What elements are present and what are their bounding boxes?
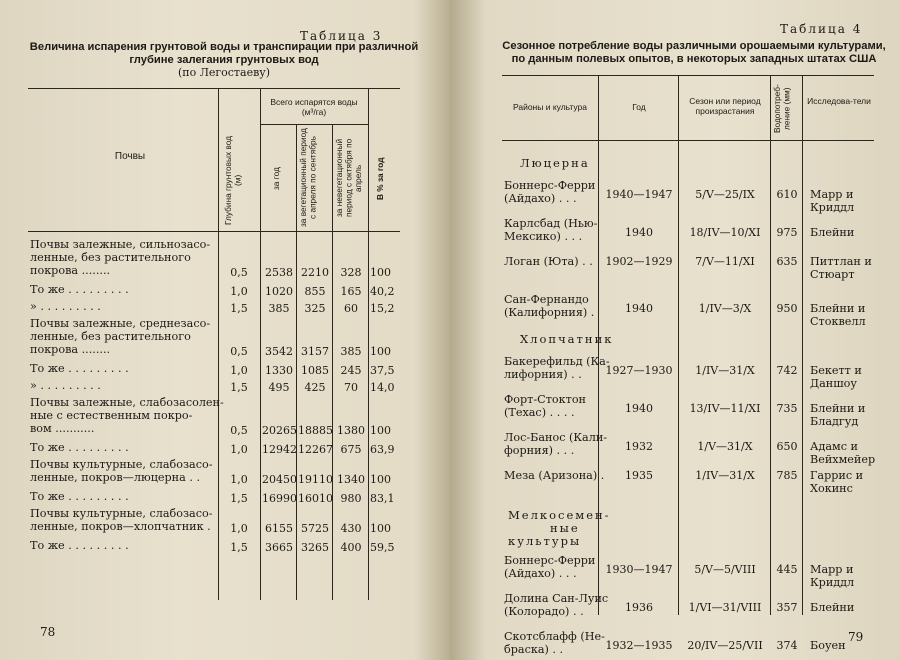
left-row-veg: 18885 <box>298 424 333 437</box>
left-row-year: 1330 <box>265 364 293 377</box>
left-row-nonveg: 675 <box>340 443 362 456</box>
right-page-number: 79 <box>848 630 864 644</box>
left-row-depth: 1,0 <box>230 285 248 298</box>
left-row-pct: 63,9 <box>370 443 395 456</box>
right-row-researchers: Боуен <box>810 639 846 652</box>
left-row-pct: 40,2 <box>370 285 395 298</box>
left-row-nonveg: 430 <box>340 522 362 535</box>
left-table-title-line1: Величина испарения грунтовой воды и транспирации при различной <box>29 41 419 53</box>
left-table-col-rule <box>296 124 297 600</box>
right-section-name: культуры <box>508 534 582 548</box>
right-row-season: 5/V—25/IX <box>695 188 755 201</box>
left-row-nonveg: 400 <box>340 541 362 554</box>
right-row-year: 1932 <box>625 440 653 453</box>
left-table-header-rule <box>28 231 400 232</box>
right-row-year: 1940 <box>625 402 653 415</box>
right-row-region-text: Меза (Аризона) . <box>504 469 605 482</box>
left-row-depth: 1,5 <box>230 302 248 315</box>
left-row-year: 1020 <box>265 285 293 298</box>
right-row-year: 1927—1930 <box>605 364 673 377</box>
left-row-veg: 325 <box>304 302 326 315</box>
right-row-year: 1940 <box>625 302 653 315</box>
right-row-water: 445 <box>776 563 798 576</box>
left-row-nonveg: 385 <box>340 345 362 358</box>
right-header-region: Районы и культура <box>512 102 588 112</box>
left-row-soil-text: Почвы культурные, слабозасо- <box>30 458 213 471</box>
right-row-researchers: Криддл <box>810 201 855 214</box>
left-header-depth: Глубина грунтовых вод (м) <box>223 135 243 225</box>
right-row-year: 1930—1947 <box>605 563 673 576</box>
right-row-region-text: (Айдахо) . . . <box>504 567 577 580</box>
left-page-number: 78 <box>40 625 56 639</box>
left-row-nonveg: 1380 <box>337 424 365 437</box>
right-row-water: 950 <box>776 302 798 315</box>
right-page <box>450 0 900 660</box>
right-row-season: 1/VI—31/VIII <box>688 601 762 614</box>
right-row-researchers: Блейни <box>810 601 855 614</box>
left-row-soil-text: ленные, покров—хлопчатник . <box>30 520 211 533</box>
right-section-name: Мелкосемен- <box>508 508 611 522</box>
left-row-veg: 5725 <box>301 522 329 535</box>
right-row-researchers: Вейхмейер <box>810 453 876 466</box>
left-row-depth: 1,5 <box>230 541 248 554</box>
left-row-soil-text: Почвы культурные, слабозасо- <box>30 507 213 520</box>
right-row-region-text: лифорния) . . <box>504 368 582 381</box>
right-row-season: 5/V—5/VIII <box>694 563 756 576</box>
left-row-soil-text: Почвы залежные, среднезасо- <box>30 317 211 330</box>
right-row-region-text: Карлсбад (Нью- <box>504 217 598 230</box>
right-table-header-rule <box>502 140 874 141</box>
right-table-col-rule <box>802 75 803 615</box>
left-row-nonveg: 245 <box>340 364 362 377</box>
right-row-region-text: Форт-Стоктон <box>504 393 587 406</box>
right-header-year: Год <box>632 102 646 112</box>
left-row-soil-text: ленные, покров—люцерна . . <box>30 471 201 484</box>
right-row-researchers: Даншоу <box>810 377 857 390</box>
left-header-veg: за вегетационный период с апреля по сентябрь <box>298 128 318 228</box>
right-row-region-text: (Техас) . . . . <box>504 406 575 419</box>
left-row-soil-text: То же . . . . . . . . . <box>30 539 129 552</box>
left-table-col-rule <box>368 88 369 600</box>
right-row-researchers: Блейни <box>810 226 855 239</box>
left-row-pct: 83,1 <box>370 492 395 505</box>
left-header-pct: В % за год <box>375 157 385 201</box>
left-row-pct: 100 <box>370 424 391 437</box>
left-row-depth: 1,5 <box>230 492 248 505</box>
left-row-soil-text: вом ........... <box>30 422 95 435</box>
right-row-water: 374 <box>776 639 798 652</box>
left-row-veg: 12267 <box>298 443 333 456</box>
left-row-pct: 100 <box>370 473 391 486</box>
right-row-researchers: Марр и <box>810 563 854 576</box>
left-row-nonveg: 70 <box>344 381 358 394</box>
right-row-region-text: Долина Сан-Луис <box>504 592 609 605</box>
left-row-veg: 1085 <box>301 364 329 377</box>
right-row-region-text: Скотсблафф (Не- <box>504 630 605 643</box>
right-row-researchers: Марр и <box>810 188 854 201</box>
right-header-season: Сезон или период произрастания <box>689 96 761 116</box>
right-row-region-text: Боннерс-Ферри <box>504 179 596 192</box>
left-header-total: Всего испарятся воды (м³/га) <box>270 97 358 117</box>
right-table-col-rule <box>770 75 771 615</box>
left-row-soil-text: ленные, без растительного <box>30 251 191 264</box>
right-section-name: Люцерна <box>520 156 590 170</box>
right-row-water: 635 <box>776 255 798 268</box>
left-row-veg: 3157 <box>301 345 329 358</box>
left-row-depth: 1,0 <box>230 473 248 486</box>
right-row-region-text: (Айдахо) . . . <box>504 192 577 205</box>
left-row-soil-text: » . . . . . . . . . <box>30 379 101 392</box>
left-row-soil-text: покрова ........ <box>30 264 111 277</box>
left-table-label: Таблица 3 <box>300 29 383 43</box>
left-row-year: 385 <box>268 302 290 315</box>
left-row-year: 20450 <box>262 473 297 486</box>
right-row-researchers: Блейни и <box>810 402 866 415</box>
right-row-researchers: Адамс и <box>810 440 859 453</box>
right-row-researchers: Криддл <box>810 576 855 589</box>
left-row-depth: 0,5 <box>230 424 248 437</box>
left-row-pct: 59,5 <box>370 541 395 554</box>
right-table-label: Таблица 4 <box>780 22 863 36</box>
left-row-depth: 0,5 <box>230 266 248 279</box>
right-row-season: 1/IV—31/X <box>695 364 755 377</box>
left-row-depth: 1,0 <box>230 364 248 377</box>
left-header-nonveg: за невегетационный период с октября по апрель <box>334 138 363 218</box>
right-row-year: 1932—1935 <box>605 639 673 652</box>
left-row-year: 16990 <box>262 492 297 505</box>
right-row-researchers: Бладгуд <box>810 415 859 428</box>
right-row-researchers: Бекетт и <box>810 364 862 377</box>
right-section-name: Хлопчатник <box>520 332 614 346</box>
right-row-year: 1940 <box>625 226 653 239</box>
right-row-region-text: Боннерс-Ферри <box>504 554 596 567</box>
right-table-title-line2: по данным полевых опытов, в некоторых западных штатах США <box>511 53 877 65</box>
left-row-depth: 0,5 <box>230 345 248 358</box>
right-header-water: Водопотреб-ление (мм) <box>772 84 792 134</box>
left-row-nonveg: 60 <box>344 302 358 315</box>
right-header-researchers: Исследова-тели <box>807 96 871 106</box>
left-row-pct: 100 <box>370 345 391 358</box>
right-row-water: 735 <box>776 402 798 415</box>
left-table-top-rule <box>28 88 400 89</box>
left-row-soil-text: То же . . . . . . . . . <box>30 490 129 503</box>
left-table-subheader-rule <box>260 124 368 125</box>
right-row-region-text: Бакерефильд (Ка- <box>504 355 610 368</box>
right-table-col-rule <box>678 75 679 615</box>
left-table-col-rule <box>332 124 333 600</box>
left-table-col-rule <box>218 88 219 600</box>
left-row-veg: 425 <box>304 381 326 394</box>
left-row-year: 20265 <box>262 424 297 437</box>
right-row-region-text: Мексико) . . . <box>504 230 583 243</box>
left-row-depth: 1,0 <box>230 522 248 535</box>
right-row-region-text: Лос-Банос (Кали- <box>504 431 608 444</box>
left-row-soil-text: То же . . . . . . . . . <box>30 362 129 375</box>
left-row-veg: 16010 <box>298 492 333 505</box>
left-row-veg: 855 <box>304 285 326 298</box>
right-row-season: 18/IV—10/XI <box>689 226 761 239</box>
right-row-water: 975 <box>776 226 798 239</box>
left-header-soils: Почвы <box>114 151 146 162</box>
left-row-depth: 1,0 <box>230 443 248 456</box>
left-row-veg: 3265 <box>301 541 329 554</box>
left-row-pct: 100 <box>370 266 391 279</box>
left-row-soil-text: ленные, без растительного <box>30 330 191 343</box>
right-row-season: 1/IV—3/X <box>698 302 752 315</box>
left-table-source: (по Легостаеву) <box>177 66 271 79</box>
right-row-researchers: Стюарт <box>810 268 855 281</box>
left-row-year: 495 <box>268 381 290 394</box>
right-row-season: 1/V—31/X <box>697 440 753 453</box>
right-row-water: 785 <box>776 469 798 482</box>
left-row-year: 3542 <box>265 345 293 358</box>
right-row-region-text: Сан-Фернандо <box>504 293 589 306</box>
left-row-soil-text: » . . . . . . . . . <box>30 300 101 313</box>
left-row-soil-text: То же . . . . . . . . . <box>30 283 129 296</box>
right-row-season: 7/V—11/XI <box>695 255 755 268</box>
right-table-title-line1: Сезонное потребление воды различными орошаемыми культурами, <box>502 40 886 52</box>
right-row-researchers: Гаррис и <box>810 469 864 482</box>
right-row-season: 1/IV—31/X <box>695 469 755 482</box>
right-row-researchers: Стоквелл <box>810 315 866 328</box>
left-header-year: за год <box>271 167 281 191</box>
right-row-water: 357 <box>776 601 798 614</box>
right-table-top-rule <box>502 75 874 76</box>
left-row-soil-text: Почвы залежные, сильнозасо- <box>30 238 211 251</box>
left-row-soil-text: ные с естественным покро- <box>30 409 193 422</box>
left-row-nonveg: 980 <box>340 492 362 505</box>
left-table-title-line2: глубине залегания грунтовых вод <box>129 54 319 66</box>
right-row-region-text: форния) . . . <box>504 444 575 457</box>
left-row-pct: 37,5 <box>370 364 395 377</box>
right-row-water: 742 <box>776 364 798 377</box>
left-table-col-rule <box>260 88 261 600</box>
left-row-nonveg: 328 <box>340 266 362 279</box>
right-row-year: 1936 <box>625 601 653 614</box>
right-row-year: 1935 <box>625 469 653 482</box>
left-row-depth: 1,5 <box>230 381 248 394</box>
right-row-year: 1902—1929 <box>605 255 673 268</box>
left-row-year: 3665 <box>265 541 293 554</box>
left-row-veg: 2210 <box>301 266 329 279</box>
right-row-researchers: Хокинс <box>810 482 853 495</box>
right-row-region-text: Логан (Юта) . . <box>504 255 593 268</box>
right-row-region-text: браска) . . <box>504 643 564 656</box>
left-row-pct: 14,0 <box>370 381 395 394</box>
right-row-region-text: (Колорадо) . . <box>504 605 584 618</box>
left-row-pct: 100 <box>370 522 391 535</box>
right-row-researchers: Блейни и <box>810 302 866 315</box>
left-row-nonveg: 165 <box>340 285 362 298</box>
left-row-year: 12942 <box>262 443 297 456</box>
right-row-water: 610 <box>776 188 798 201</box>
left-row-year: 6155 <box>265 522 293 535</box>
right-section-name: ные <box>550 521 580 535</box>
right-row-water: 650 <box>776 440 798 453</box>
left-row-nonveg: 1340 <box>337 473 365 486</box>
left-row-soil-text: Почвы залежные, слабозасолен- <box>30 396 224 409</box>
right-row-researchers: Питтлан и <box>810 255 872 268</box>
right-row-region-text: (Калифорния) . <box>504 306 595 319</box>
left-row-soil-text: То же . . . . . . . . . <box>30 441 129 454</box>
left-row-veg: 19110 <box>298 473 333 486</box>
left-row-pct: 15,2 <box>370 302 395 315</box>
right-row-year: 1940—1947 <box>605 188 673 201</box>
right-row-season: 20/IV—25/VII <box>687 639 763 652</box>
left-row-soil-text: покрова ........ <box>30 343 111 356</box>
left-row-year: 2538 <box>265 266 293 279</box>
right-row-season: 13/IV—11/XI <box>689 402 761 415</box>
